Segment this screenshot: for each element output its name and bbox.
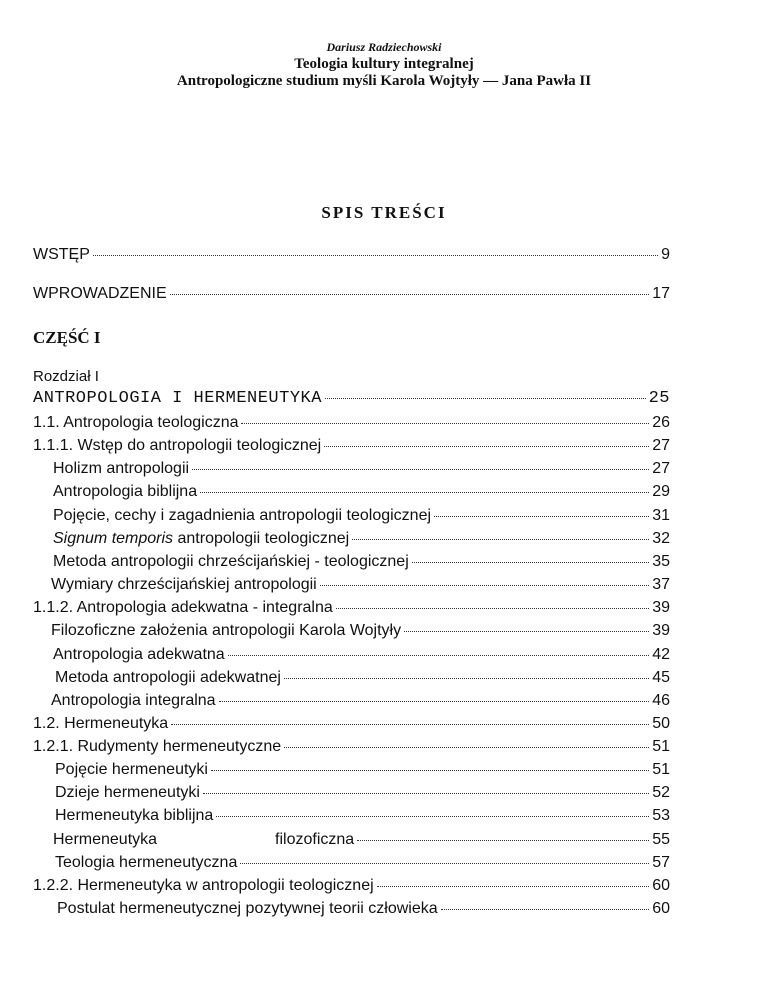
- toc-entry-wstep: [33, 246, 670, 264]
- toc-entry: [33, 877, 670, 895]
- toc-entry: [53, 553, 670, 571]
- dot-leader: [170, 294, 650, 295]
- dot-leader: [203, 793, 649, 794]
- author-line: Dariusz Radziechowski: [326, 40, 442, 54]
- toc-entry: [55, 784, 670, 802]
- dot-leader: [325, 398, 646, 399]
- toc-entry: [51, 622, 670, 640]
- toc-entry-page: 60: [652, 900, 670, 917]
- dot-leader: [228, 655, 650, 656]
- toc-entry: [55, 854, 670, 872]
- toc-entry: [55, 807, 670, 825]
- dot-leader: [404, 631, 649, 632]
- toc-entry-label: 1.1. Antropologia teologiczna: [33, 414, 239, 431]
- dot-leader: [240, 863, 649, 864]
- toc-entry: [57, 900, 670, 918]
- toc-entry-page: 50: [652, 715, 670, 732]
- toc-entry-label: Dzieje hermeneutyki: [55, 784, 200, 801]
- dot-leader: [412, 562, 649, 563]
- toc-entry: [53, 483, 670, 501]
- toc-entry: [55, 761, 670, 779]
- toc-entry-page: 52: [652, 784, 670, 801]
- toc-entry-label: 1.2.1. Rudymenty hermeneutyczne: [33, 738, 282, 755]
- toc-entry: [53, 530, 670, 548]
- toc-entry-label: 1.2.2. Hermeneutyka w antropologii teologicznej: [33, 877, 374, 894]
- toc-entry: [53, 507, 670, 525]
- toc-entry-page: 39: [652, 622, 670, 639]
- toc-entry-label: Postulat hermeneutycznej pozytywnej teorii człowieka: [57, 900, 438, 917]
- toc-entry-label: WPROWADZENIE: [33, 285, 167, 302]
- toc-entry: [53, 646, 670, 664]
- toc-entry-page: 17: [652, 285, 670, 302]
- chapter-label: Rozdział I: [33, 368, 99, 385]
- toc-entry-page: 39: [652, 599, 670, 616]
- dot-leader: [93, 255, 658, 256]
- toc-entry-page: 32: [652, 530, 670, 547]
- toc-entry-wprowadzenie: [33, 285, 670, 303]
- toc-entry-label: Pojęcie hermeneutyki: [55, 761, 208, 778]
- toc-entry-label: Metoda antropologii adekwatnej: [55, 669, 281, 686]
- toc-entry-page: 53: [652, 807, 670, 824]
- toc-entry-chapter: [33, 389, 670, 408]
- dot-leader: [320, 585, 649, 586]
- toc-entry-page: 27: [652, 437, 670, 454]
- dot-leader: [216, 816, 649, 817]
- toc-entry: [33, 715, 670, 733]
- toc-entry-label: Filozoficzne założenia antropologii Karola Wojtyły: [51, 622, 402, 639]
- toc-entry-label: Antropologia biblijna: [53, 483, 198, 500]
- toc-entry-page: 51: [652, 738, 670, 755]
- dot-leader: [192, 469, 649, 470]
- toc-entry: [53, 460, 670, 478]
- toc-entry-label: 1.2. Hermeneutyka: [33, 715, 169, 732]
- toc-entry-label: Teologia hermeneutyczna: [55, 854, 238, 871]
- toc-entry-label: Metoda antropologii chrześcijańskiej - teologicznej: [53, 553, 409, 570]
- dot-leader: [171, 724, 649, 725]
- toc-entry-page: 35: [652, 553, 670, 570]
- toc-entry-label-italic: Signum temporis: [53, 530, 174, 547]
- toc-entry-page: 9: [661, 246, 670, 263]
- toc-entry-label: Hermeneutyka biblijna: [55, 807, 214, 824]
- toc-entry: [51, 692, 670, 710]
- toc-entry-page: 42: [652, 646, 670, 663]
- toc-entry: [33, 414, 670, 432]
- toc-entry: [33, 599, 670, 617]
- dot-leader: [241, 423, 649, 424]
- dot-leader: [211, 770, 649, 771]
- toc-entry-label: Holizm antropologii: [53, 460, 190, 477]
- toc-entry-page: 25: [648, 389, 670, 408]
- dot-leader: [200, 492, 649, 493]
- toc-entry-page: 45: [652, 669, 670, 686]
- dot-leader: [324, 446, 649, 447]
- toc-entry-page: 27: [652, 460, 670, 477]
- toc-entry: [55, 669, 670, 687]
- toc-entry-page: 57: [652, 854, 670, 871]
- toc-entry: [53, 831, 670, 849]
- toc-entry-page: 29: [652, 483, 670, 500]
- toc-entry-page: 37: [652, 576, 670, 593]
- chapter-title: ANTROPOLOGIA I HERMENEUTYKA: [33, 389, 322, 408]
- dot-leader: [219, 701, 650, 702]
- book-subtitle: Antropologiczne studium myśli Karola Wojtyły — Jana Pawła II: [176, 73, 592, 89]
- dot-leader: [336, 608, 649, 609]
- toc-entry-label: Antropologia adekwatna: [53, 646, 225, 663]
- dot-leader: [441, 909, 650, 910]
- dot-leader: [284, 678, 649, 679]
- toc-entry-label: Antropologia integralna: [51, 692, 216, 709]
- part-heading: CZĘŚĆ I: [33, 328, 101, 347]
- toc-entry-label: 1.1.1. Wstęp do antropologii teologicznej: [33, 437, 322, 454]
- book-title: Teologia kultury integralnej: [294, 56, 474, 72]
- toc-entry-label: Pojęcie, cechy i zagadnienia antropologii teologicznej: [53, 507, 432, 524]
- toc-entry-page: 55: [652, 831, 670, 848]
- toc-entry-page: 51: [652, 761, 670, 778]
- toc-entry-page: 60: [652, 877, 670, 894]
- toc-entry: [51, 576, 670, 594]
- toc-entry-label: Wymiary chrześcijańskiej antropologii: [51, 576, 317, 593]
- toc-entry: [33, 738, 670, 756]
- dot-leader: [284, 747, 649, 748]
- dot-leader: [434, 516, 649, 517]
- toc-entry-label: Signum temporis antropologii teologicznej: [53, 530, 350, 547]
- toc-entry-page: 46: [652, 692, 670, 709]
- toc-entry-page: 26: [652, 414, 670, 431]
- toc-entry-label: Hermeneutyka: [53, 831, 158, 848]
- dot-leader: [352, 539, 649, 540]
- toc-entry-label-part: filozoficzna: [275, 831, 355, 848]
- toc-entry-page: 31: [652, 507, 670, 524]
- toc-entry-label: WSTĘP: [33, 246, 90, 263]
- dot-leader: [377, 886, 650, 887]
- toc-entry-label: 1.1.2. Antropologia adekwatna - integralna: [33, 599, 333, 616]
- dot-leader: [357, 840, 649, 841]
- toc-entry: [33, 437, 670, 455]
- toc-heading: SPIS TREŚCI: [321, 203, 447, 222]
